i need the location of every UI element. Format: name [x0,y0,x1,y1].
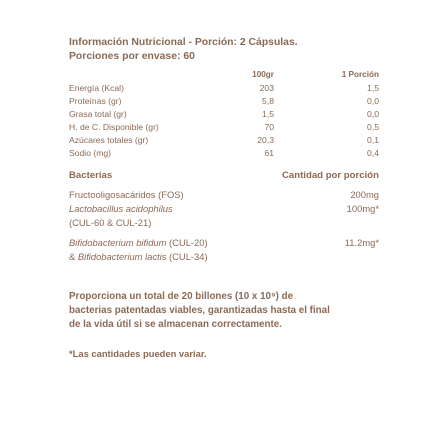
nutrient-name: Sodio (mg) [69,148,112,158]
bacteria-strain: (CUL-34) [166,251,208,262]
nutrient-value-100g: 5,8 [262,96,274,106]
nutrient-row [69,121,379,133]
bacteria-strain: (CUL-20) [166,237,208,248]
nutrient-value-serving: 0,0 [367,109,379,119]
bacteria-amount: 100mg* [346,203,379,214]
bacteria-strain: (CUL-60 & CUL-21) [69,217,152,228]
nutrient-name: Azúcares totales (gr) [69,135,149,145]
nutrient-value-100g: 20,3 [257,135,274,145]
header-servings: Porciones por envase: 60 [69,51,195,62]
nutrient-value-serving: 0,1 [367,135,379,145]
nutrient-value-serving: 0,4 [367,148,379,158]
bacteria-amount: 11.2mg* [344,237,379,248]
bacteria-title: Bacterias [69,170,113,181]
bacteria-row-lactobacillus [69,202,379,215]
nutrient-name: Proteínas (gr) [69,96,122,106]
bacteria-row-fos [69,188,379,201]
column-header-row [69,69,379,81]
bacteria-strain-lactobacillus [69,216,379,229]
bacteria-name: Bifidobacterium bifidum [69,237,167,248]
header-title: Información Nutricional - Porción: 2 Cápsulas. [69,37,298,48]
bacteria-row-bifidobacterium-lactis [69,250,379,263]
nutrient-row [69,82,379,94]
nutrient-value-100g: 203 [259,83,274,93]
nutrient-value-100g: 1,5 [262,109,274,119]
statement-line: de la vida útil si se almacenan correctamente. [69,318,282,330]
bacteria-section-header [69,169,379,182]
bacteria-ampersand: & [69,251,78,262]
nutrient-value-100g: 70 [264,122,274,132]
nutrient-row [69,95,379,107]
nutrient-name: Energía (Kcal) [69,83,124,93]
bacteria-name: Bifidobacterium lactis [77,251,167,262]
statement-line: bacterias patentadas viables, garantizadas hasta el final [69,304,330,316]
bacteria-amount: 200mg [350,189,379,200]
nutrient-name: H. de C. Disponible (gr) [69,122,159,132]
bacteria-row-bifidobacterium [69,236,379,249]
probiotic-statement [69,290,389,331]
bacteria-amount-header: Cantidad por porción [281,170,379,181]
nutrient-value-serving: 1,5 [367,83,379,93]
nutrition-header [69,36,389,64]
nutrient-value-serving: 0,5 [367,122,379,132]
bacteria-name: Lactobacillus acidophilus [69,203,173,214]
column-serving: 1 Porción [341,70,379,79]
bacteria-name: Fructooligosacáridos (FOS) [69,189,184,200]
statement-line: Proporciona un total de 20 billones (10 x 10⁹) de [69,291,294,302]
nutrient-row [69,108,379,120]
nutrient-value-100g: 61 [264,148,274,158]
footnote: *Las cantidades pueden variar. [69,348,207,359]
nutrient-value-serving: 0,0 [367,96,379,106]
nutrient-row [69,134,379,146]
column-100gr: 100gr [252,70,274,79]
nutrient-row [69,147,379,159]
nutrient-name: Grasa total (gr) [69,109,127,119]
